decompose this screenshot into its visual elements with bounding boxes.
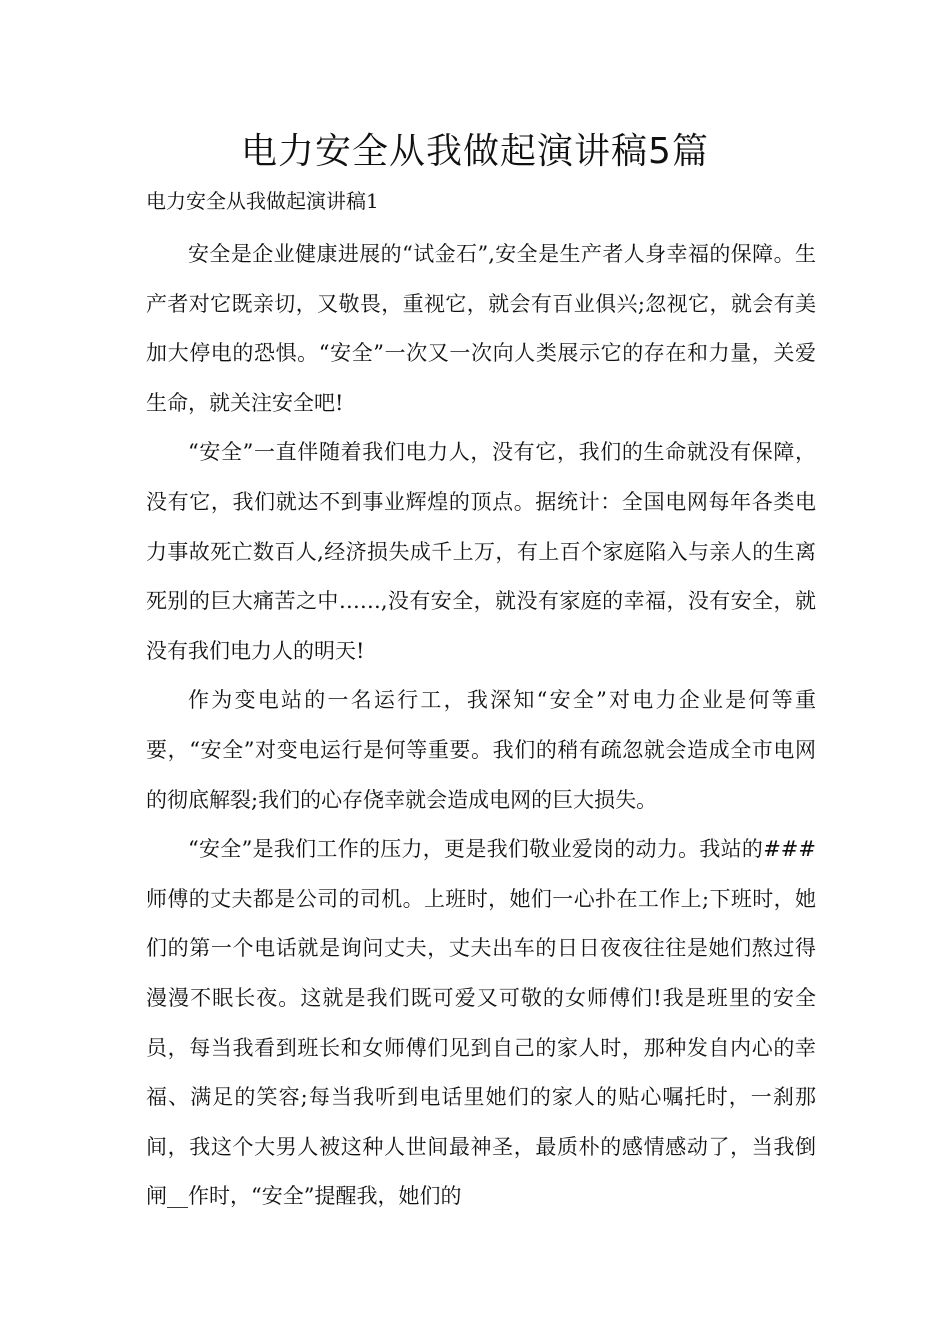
paragraph-3: 作为变电站的一名运行工，我深知“安全”对电力企业是何等重要，“安全”对变电运行是何等重要。我们的稍有疏忽就会造成全市电网的彻底解裂;我们的心存侥幸就会造成电网的巨大损失。: [146, 688, 816, 812]
document-body: [146, 230, 816, 1222]
document-title: 电力安全从我做起演讲稿5篇: [241, 131, 709, 172]
paragraph-2: “安全”一直伴随着我们电力人，没有它，我们的生命就没有保障，没有它，我们就达不到事业辉煌的顶点。据统计：全国电网每年各类电力事故死亡数百人,经济损失成千上万，有上百个家庭陷入与亲人的生离死别的巨大痛苦之中……,没有安全，就没有家庭的幸福，没有安全，就没有我们电力人的明天!: [146, 440, 816, 663]
paragraph-1: 安全是企业健康进展的“试金石”,安全是生产者人身幸福的保障。生产者对它既亲切，又敬畏，重视它，就会有百业俱兴;忽视它，就会有美加大停电的恐惧。“安全”一次又一次向人类展示它的存在和力量，关爱生命，就关注安全吧!: [146, 242, 816, 415]
paragraph-4: “安全”是我们工作的压力，更是我们敬业爱岗的动力。我站的###师傅的丈夫都是公司的司机。上班时，她们一心扑在工作上;下班时，她们的第一个电话就是询问丈夫，丈夫出车的日日夜夜往往是她们熬过得漫漫不眠长夜。这就是我们既可爱又可敬的女师傅们!我是班里的安全员，每当我看到班长和女师傅们见到自己的家人时，那种发自内心的幸福、满足的笑容;每当我听到电话里她们的家人的贴心嘱托时，一刹那间，我这个大男人被这种人世间最神圣，最质朴的感情感动了，当我倒闸__作时，“安全”提醒我，她们的: [146, 837, 816, 1209]
section-heading: 电力安全从我做起演讲稿1: [146, 189, 379, 213]
